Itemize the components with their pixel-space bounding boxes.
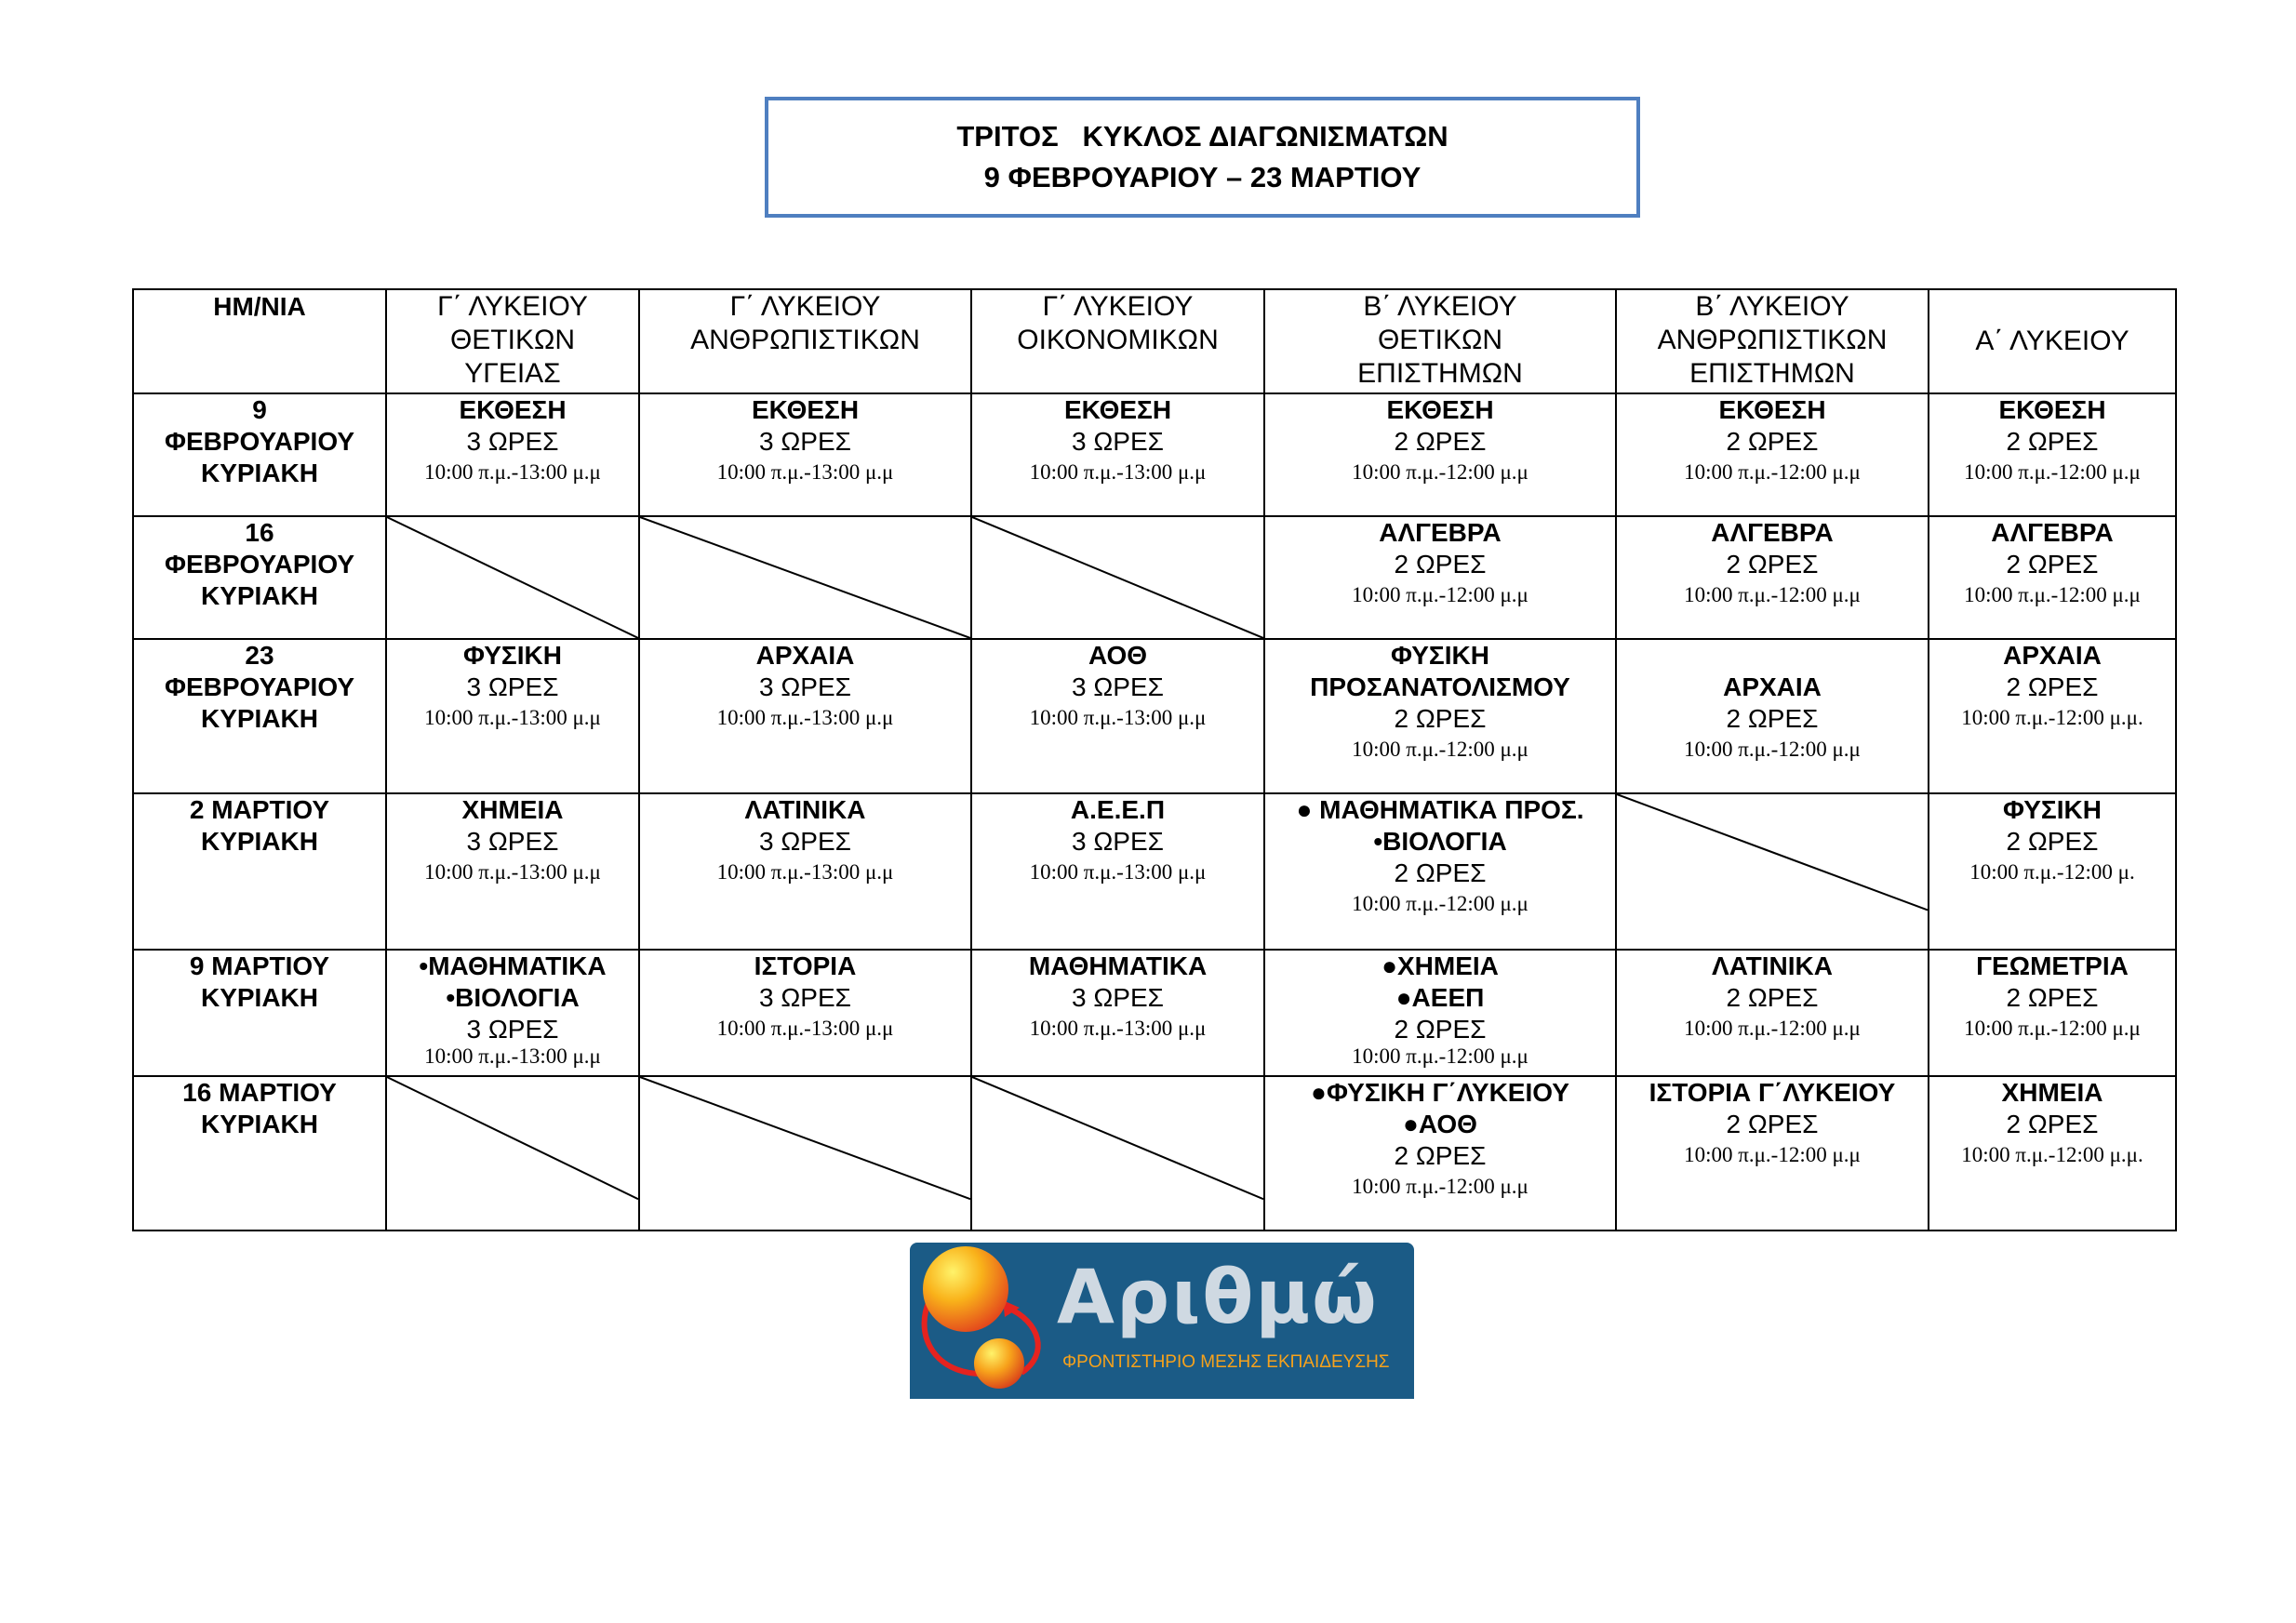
duration: 3 ΩΡΕΣ (759, 983, 851, 1012)
date-line: 9 ΜΑΡΤΙΟΥ (189, 951, 330, 980)
subject: ΧΗΜΕΙΑ (461, 795, 564, 824)
time-range: 10:00 π.μ.-12:00 μ.μ (1964, 583, 2141, 606)
subject: ●ΑΟΘ (1403, 1110, 1477, 1138)
duration: 3 ΩΡΕΣ (759, 827, 851, 856)
title-line-2: 9 ΦΕΒΡΟΥΑΡΙΟΥ – 23 ΜΑΡΤΙΟΥ (983, 161, 1422, 193)
duration: 3 ΩΡΕΣ (466, 1015, 559, 1044)
time-range: 10:00 π.μ.-12:00 μ.μ (1352, 1175, 1528, 1198)
exam-cell (1929, 516, 2176, 639)
exam-cell (386, 950, 639, 1076)
exam-cell (1264, 639, 1616, 793)
exam-cell (1929, 950, 2176, 1076)
date-cell (133, 516, 386, 639)
header-c-lyceum-economics (971, 289, 1264, 393)
date-line: 9 (252, 395, 267, 424)
header-b-lyceum-humanities (1616, 289, 1929, 393)
date-cell (133, 793, 386, 950)
exam-cell (639, 393, 971, 516)
subject: Α.Ε.Ε.Π (1070, 795, 1166, 824)
duration: 2 ΩΡΕΣ (2006, 427, 2099, 456)
subject: ΦΥΣΙΚΗ (1391, 641, 1489, 670)
subject: ΑΛΓΕΒΡΑ (1379, 518, 1502, 547)
time-range: 10:00 π.μ.-12:00 μ.μ (1684, 738, 1861, 761)
date-line: ΦΕΒΡΟΥΑΡΙΟΥ (164, 672, 355, 701)
exam-cell (639, 793, 971, 950)
time-range: 10:00 π.μ.-12:00 μ.μ (1352, 460, 1528, 484)
date-line: ΦΕΒΡΟΥΑΡΙΟΥ (164, 550, 355, 579)
duration: 3 ΩΡΕΣ (466, 827, 559, 856)
subject: ΙΣΤΟΡΙΑ (754, 951, 857, 980)
time-range: 10:00 π.μ.-12:00 μ.μ (1964, 1017, 2141, 1040)
duration: 3 ΩΡΕΣ (466, 672, 559, 701)
empty-cell (971, 1076, 1264, 1231)
header-a-lyceum: Α΄ ΛΥΚΕΙΟΥ (1929, 289, 2176, 393)
duration: 2 ΩΡΕΣ (1726, 427, 1819, 456)
duration: 3 ΩΡΕΣ (759, 427, 851, 456)
date-cell (133, 1076, 386, 1231)
exam-cell (971, 393, 1264, 516)
exam-cell (639, 639, 971, 793)
date-cell (133, 639, 386, 793)
exam-cell (1264, 950, 1616, 1076)
duration: 2 ΩΡΕΣ (1726, 550, 1819, 579)
duration: 2 ΩΡΕΣ (1394, 427, 1487, 456)
empty-cell (1616, 793, 1929, 950)
subject: •ΜΑΘΗΜΑΤΙΚΑ (419, 951, 607, 980)
header-label: ΥΓΕΙΑΣ (464, 358, 561, 389)
date-line: ΚΥΡΙΑΚΗ (200, 983, 318, 1012)
exam-cell (1929, 393, 2176, 516)
duration: 3 ΩΡΕΣ (1072, 672, 1164, 701)
duration: 2 ΩΡΕΣ (1726, 704, 1819, 733)
empty-cell (639, 1076, 971, 1231)
header-c-lyceum-humanities (639, 289, 971, 393)
header-label: Γ΄ ΛΥΚΕΙΟΥ (437, 291, 588, 322)
duration: 2 ΩΡΕΣ (2006, 983, 2099, 1012)
time-range: 10:00 π.μ.-12:00 μ.μ (1352, 738, 1528, 761)
subject: ΑΡΧΑΙΑ (755, 641, 855, 670)
table-row (133, 393, 2176, 516)
subject: ΙΣΤΟΡΙΑ Γ΄ΛΥΚΕΙΟΥ (1649, 1078, 1896, 1107)
diagonal-line-icon (972, 517, 1263, 638)
subject: ΛΑΤΙΝΙΚΑ (744, 795, 866, 824)
time-range: 10:00 π.μ.-13:00 μ.μ (1029, 460, 1207, 484)
exam-cell (971, 639, 1264, 793)
duration: 2 ΩΡΕΣ (1726, 983, 1819, 1012)
time-range: 10:00 π.μ.-12:00 μ.μ (1684, 460, 1861, 484)
time-range: 10:00 π.μ.-13:00 μ.μ (716, 1017, 894, 1040)
duration: 3 ΩΡΕΣ (466, 427, 559, 456)
date-line: 16 (245, 518, 274, 547)
exam-cell (1264, 1076, 1616, 1231)
exam-cell (1616, 950, 1929, 1076)
duration: 2 ΩΡΕΣ (1394, 704, 1487, 733)
time-range: 10:00 π.μ.-13:00 μ.μ (424, 460, 601, 484)
exam-cell (386, 793, 639, 950)
time-range: 10:00 π.μ.-13:00 μ.μ (424, 860, 601, 884)
date-line: 16 ΜΑΡΤΙΟΥ (182, 1078, 337, 1107)
subject: ΕΚΘΕΣΗ (751, 395, 860, 424)
time-range: 10:00 π.μ.-12:00 μ.μ (1352, 1044, 1528, 1068)
subject: ΑΛΓΕΒΡΑ (1991, 518, 2114, 547)
time-range: 10:00 π.μ.-12:00 μ.μ (1684, 1143, 1861, 1166)
diagonal-line-icon (1617, 794, 1928, 949)
time-range: 10:00 π.μ.-13:00 μ.μ (424, 1044, 601, 1068)
exam-cell (1616, 393, 1929, 516)
header-label: ΕΠΙΣΤΗΜΩΝ (1357, 358, 1523, 389)
time-range: 10:00 π.μ.-13:00 μ.μ (1029, 706, 1207, 729)
duration: 2 ΩΡΕΣ (2006, 1110, 2099, 1138)
exam-cell (1616, 1076, 1929, 1231)
title-line-1: ΤΡΙΤΟΣ ΚΥΚΛΟΣ ΔΙΑΓΩΝΙΣΜΑΤΩΝ (956, 120, 1448, 153)
date-line: ΦΕΒΡΟΥΑΡΙΟΥ (164, 427, 355, 456)
header-label: ΘΕΤΙΚΩΝ (1377, 325, 1503, 355)
subject: ●ΑΕΕΠ (1395, 983, 1485, 1012)
date-line: 2 ΜΑΡΤΙΟΥ (189, 795, 330, 824)
exam-cell (1929, 1076, 2176, 1231)
exam-cell (1264, 393, 1616, 516)
date-cell (133, 950, 386, 1076)
exam-cell (1264, 516, 1616, 639)
time-range: 10:00 π.μ.-12:00 μ.μ (1352, 583, 1528, 606)
duration: 3 ΩΡΕΣ (1072, 983, 1164, 1012)
duration: 2 ΩΡΕΣ (1394, 550, 1487, 579)
time-range: 10:00 π.μ.-13:00 μ.μ (716, 460, 894, 484)
exam-cell (971, 793, 1264, 950)
date-cell (133, 393, 386, 516)
subject: ΕΚΘΕΣΗ (1998, 395, 2106, 424)
header-label: Γ΄ ΛΥΚΕΙΟΥ (729, 291, 881, 322)
subject: ΜΑΘΗΜΑΤΙΚΑ (1028, 951, 1208, 980)
header-label: Β΄ ΛΥΚΕΙΟΥ (1363, 291, 1517, 322)
duration: 3 ΩΡΕΣ (1072, 427, 1164, 456)
exam-cell (1929, 639, 2176, 793)
time-range: 10:00 π.μ.-13:00 μ.μ (1029, 860, 1207, 884)
diagonal-line-icon (640, 1077, 970, 1230)
empty-cell (386, 1076, 639, 1231)
table-row (133, 793, 2176, 950)
date-line: 23 (245, 641, 274, 670)
subject: ΦΥΣΙΚΗ (2003, 795, 2102, 824)
diagonal-line-icon (640, 517, 970, 638)
subject: ΕΚΘΕΣΗ (1386, 395, 1494, 424)
empty-cell (971, 516, 1264, 639)
subject: ΛΑΤΙΝΙΚΑ (1712, 951, 1833, 980)
date-line: ΚΥΡΙΑΚΗ (200, 827, 318, 856)
subject: ΕΚΘΕΣΗ (1063, 395, 1172, 424)
time-range: 10:00 π.μ.-12:00 μ.μ (1352, 892, 1528, 915)
subject: ΕΚΘΕΣΗ (459, 395, 567, 424)
subject: ΓΕΩΜΕΤΡΙΑ (1976, 951, 2129, 980)
subject: ΑΛΓΕΒΡΑ (1711, 518, 1834, 547)
time-range: 10:00 π.μ.-12:00 μ.μ (1684, 583, 1861, 606)
time-range: 10:00 π.μ.-13:00 μ.μ (716, 706, 894, 729)
exam-cell (386, 639, 639, 793)
subject: ΠΡΟΣΑΝΑΤΟΛΙΣΜΟΥ (1310, 672, 1570, 701)
subject: •ΒΙΟΛΟΓΙΑ (1373, 827, 1507, 856)
exam-cell (1264, 793, 1616, 950)
subject: •ΒΙΟΛΟΓΙΑ (446, 983, 580, 1012)
empty-cell (386, 516, 639, 639)
logo (910, 1243, 1414, 1399)
date-line: ΚΥΡΙΑΚΗ (200, 459, 318, 487)
exam-cell (1616, 639, 1929, 793)
exam-cell (971, 950, 1264, 1076)
exam-cell (386, 393, 639, 516)
table-row (133, 516, 2176, 639)
diagonal-line-icon (387, 517, 638, 638)
header-label: ΕΠΙΣΤΗΜΩΝ (1689, 358, 1855, 389)
exam-cell (1929, 793, 2176, 950)
empty-cell (639, 516, 971, 639)
title-box (765, 97, 1640, 218)
subject: ● ΜΑΘΗΜΑΤΙΚΑ ΠΡΟΣ. (1296, 795, 1584, 824)
header-label: ΘΕΤΙΚΩΝ (449, 325, 576, 355)
duration: 2 ΩΡΕΣ (1726, 1110, 1819, 1138)
duration: 2 ΩΡΕΣ (2006, 672, 2099, 701)
header-label: ΑΝΘΡΩΠΙΣΤΙΚΩΝ (690, 325, 920, 355)
time-range: 10:00 π.μ.-12:00 μ.μ (1684, 1017, 1861, 1040)
subject: ΕΚΘΕΣΗ (1718, 395, 1826, 424)
duration: 2 ΩΡΕΣ (1394, 858, 1487, 887)
logo-brand-name: Αριθμώ (1057, 1254, 1379, 1340)
table-row (133, 639, 2176, 793)
header-label: Β΄ ΛΥΚΕΙΟΥ (1695, 291, 1849, 322)
time-range: 10:00 π.μ.-12:00 μ. (1969, 860, 2135, 884)
subject: ΦΥΣΙΚΗ (463, 641, 562, 670)
duration: 2 ΩΡΕΣ (1394, 1141, 1487, 1170)
duration: 2 ΩΡΕΣ (2006, 550, 2099, 579)
date-line: ΚΥΡΙΑΚΗ (200, 1110, 318, 1138)
duration: 3 ΩΡΕΣ (1072, 827, 1164, 856)
subject: ΑΟΘ (1088, 641, 1148, 670)
logo-tagline: ΦΡΟΝΤΙΣΤΗΡΙΟ ΜΕΣΗΣ ΕΚΠΑΙΔΕΥΣΗΣ (1062, 1352, 1390, 1372)
time-range: 10:00 π.μ.-12:00 μ.μ (1964, 460, 2141, 484)
date-line: ΚΥΡΙΑΚΗ (200, 581, 318, 610)
subject: ΧΗΜΕΙΑ (2001, 1078, 2103, 1107)
subject: ●ΧΗΜΕΙΑ (1382, 951, 1499, 980)
header-label: ΟΙΚΟΝΟΜΙΚΩΝ (1017, 325, 1219, 355)
diagonal-line-icon (972, 1077, 1263, 1230)
subject: ΑΡΧΑΙΑ (2003, 641, 2102, 670)
duration: 3 ΩΡΕΣ (759, 672, 851, 701)
header-date: ΗΜ/ΝΙΑ (133, 289, 386, 393)
duration: 2 ΩΡΕΣ (1394, 1015, 1487, 1044)
diagonal-line-icon (387, 1077, 638, 1230)
header-c-lyceum-health (386, 289, 639, 393)
table-row (133, 950, 2176, 1076)
subject: ΑΡΧΑΙΑ (1723, 672, 1822, 701)
header-row (133, 289, 2176, 393)
date-line: ΚΥΡΙΑΚΗ (200, 704, 318, 733)
header-label: ΑΝΘΡΩΠΙΣΤΙΚΩΝ (1657, 325, 1888, 355)
exam-schedule-table (132, 288, 2177, 1231)
header-b-lyceum-sciences (1264, 289, 1616, 393)
time-range: 10:00 π.μ.-13:00 μ.μ (716, 860, 894, 884)
subject: ●ΦΥΣΙΚΗ Γ΄ΛΥΚΕΙΟΥ (1311, 1078, 1569, 1107)
exam-cell (1616, 516, 1929, 639)
duration: 2 ΩΡΕΣ (2006, 827, 2099, 856)
exam-cell (639, 950, 971, 1076)
time-range: 10:00 π.μ.-12:00 μ.μ. (1961, 706, 2143, 729)
header-label: Γ΄ ΛΥΚΕΙΟΥ (1042, 291, 1194, 322)
time-range: 10:00 π.μ.-13:00 μ.μ (424, 706, 601, 729)
time-range: 10:00 π.μ.-13:00 μ.μ (1029, 1017, 1207, 1040)
time-range: 10:00 π.μ.-12:00 μ.μ. (1961, 1143, 2143, 1166)
table-row (133, 1076, 2176, 1231)
